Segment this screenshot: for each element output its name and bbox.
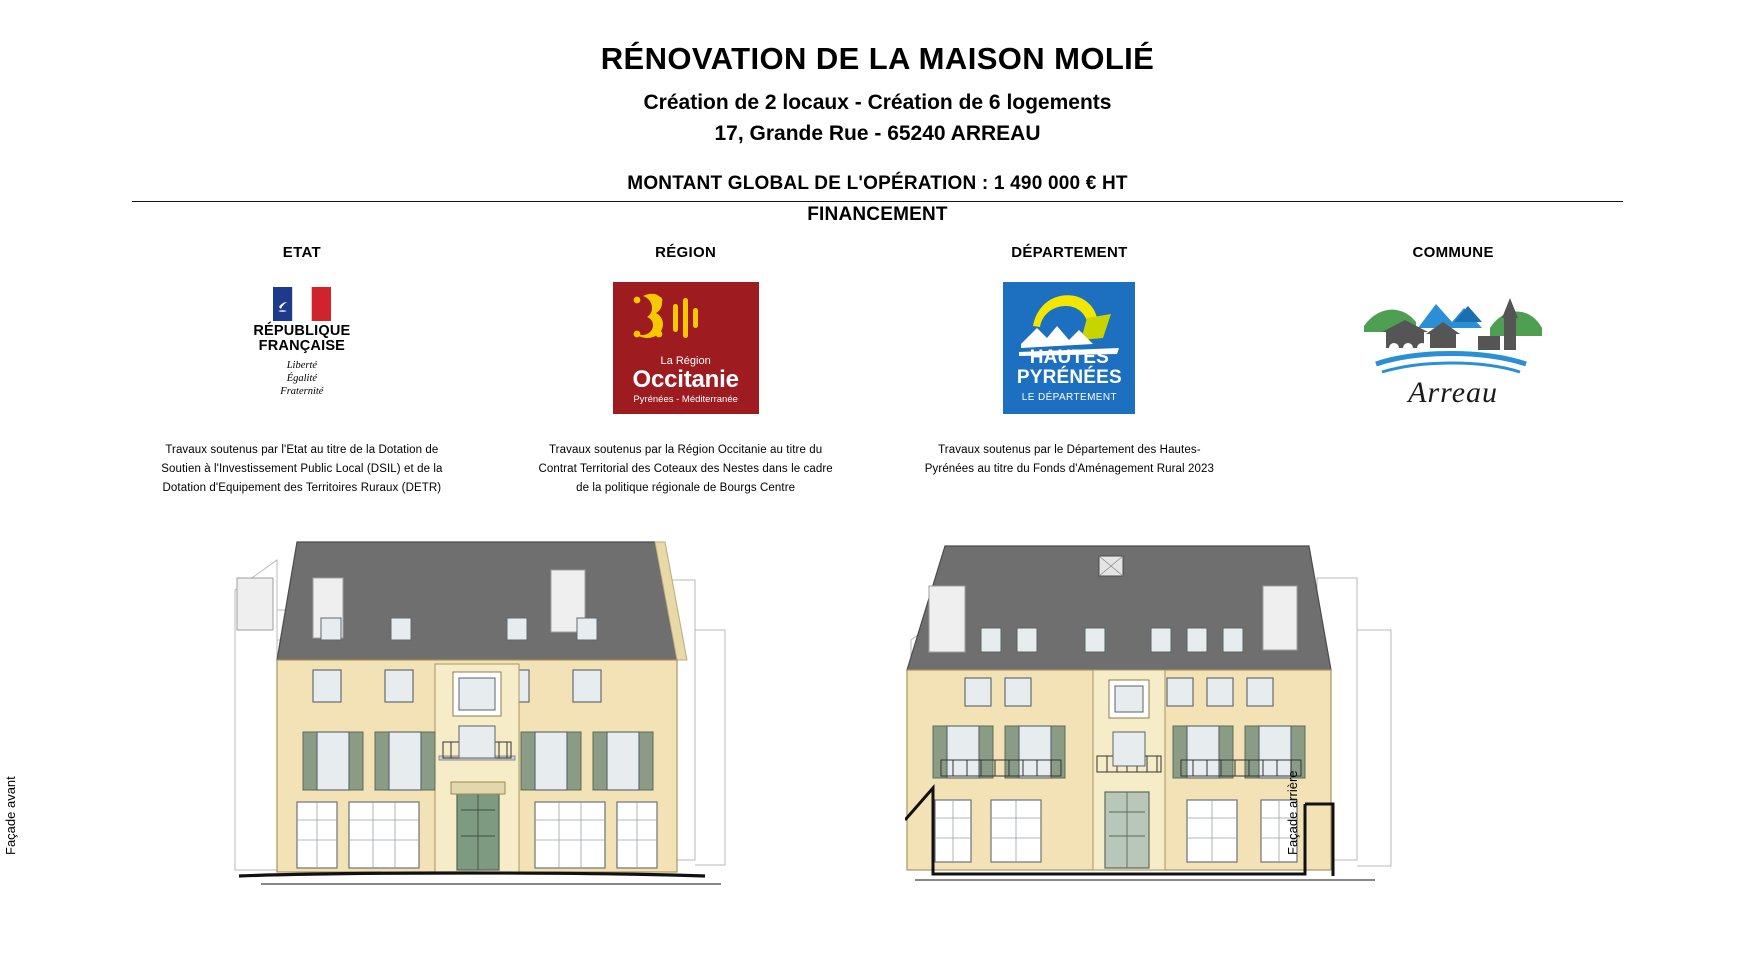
region-occitanie-logo xyxy=(613,282,759,414)
funder-title-departement: DÉPARTEMENT xyxy=(1011,244,1128,262)
funder-title-commune: COMMUNE xyxy=(1412,244,1494,262)
funder-title-region: RÉGION xyxy=(655,244,717,262)
hp-line3: LE DÉPARTEMENT xyxy=(1021,392,1117,404)
logo-box-etat xyxy=(110,273,494,423)
financement-label: FINANCEMENT xyxy=(807,204,948,226)
logo-box-region xyxy=(494,273,878,423)
village-landscape-icon xyxy=(1358,288,1548,388)
rf-motto-egalite: Égalité xyxy=(286,372,318,384)
occitanie-line1: La Région xyxy=(660,354,711,367)
funders-row xyxy=(110,244,1645,498)
elevation-drawings xyxy=(0,520,1755,963)
front-facade-label: Façade avant xyxy=(3,776,18,855)
occitanie-line2: Occitanie xyxy=(632,365,739,393)
rf-motto xyxy=(237,359,367,398)
rf-motto-fraternite: Fraternité xyxy=(280,386,324,398)
rf-motto-liberte: Liberté xyxy=(286,359,318,371)
hautes-pyrenees-wordmark xyxy=(1003,348,1135,405)
commune-arreau-logo xyxy=(1358,288,1548,408)
occitanie-symbol-icon xyxy=(613,290,709,360)
page-title: RÉNOVATION DE LA MAISON MOLIÉ xyxy=(600,41,1155,76)
arreau-wordmark: Arreau xyxy=(1408,376,1499,410)
rear-elevation-svg xyxy=(905,520,1465,963)
occitanie-line3: Pyrénées - Méditerranée xyxy=(633,394,738,405)
rear-facade-label: Façade arrière xyxy=(1285,770,1300,855)
financement-section-header xyxy=(0,201,1755,226)
funder-region xyxy=(494,244,878,498)
occitan-cross-icon xyxy=(613,290,759,360)
funder-etat xyxy=(110,244,494,498)
funder-note-departement: Travaux soutenus par le Département des Hautes-Pyrénées au titre du Fonds d'Aménagement Rural 2023 xyxy=(924,444,1214,476)
total-amount: MONTANT GLOBAL DE L'OPÉRATION : 1 490 000 € HT xyxy=(627,173,1128,195)
hautes-pyrenees-departement-logo xyxy=(1003,282,1135,414)
front-elevation-drawing xyxy=(225,520,795,963)
rf-line1: RÉPUBLIQUE xyxy=(253,322,351,339)
front-elevation-svg xyxy=(225,520,795,963)
logo-box-departement xyxy=(878,273,1262,423)
funder-note-etat: Travaux soutenus par l'Etat au titre de la Dotation de Soutien à l'Investissement Public Local (DSIL) et de la Dotation d'Equipement des Territoires Ruraux (DETR) xyxy=(161,444,443,495)
hp-line1: HAUTES xyxy=(1029,347,1110,369)
rear-elevation-drawing xyxy=(905,520,1465,963)
occitanie-wordmark xyxy=(613,355,759,407)
subtitle-program: Création de 2 locaux - Création de 6 logements xyxy=(643,90,1112,114)
funder-commune xyxy=(1261,244,1645,498)
republique-francaise-logo xyxy=(237,287,367,399)
poster-header xyxy=(0,0,1755,226)
rf-line2: FRANÇAISE xyxy=(258,338,346,355)
funder-note-region: Travaux soutenus par la Région Occitanie au titre du Contrat Territorial des Coteaux des Nestes dans le cadre de la politique régionale de Bourgs Centre xyxy=(538,444,833,495)
funder-departement xyxy=(878,244,1262,498)
hp-line2: PYRÉNÉES xyxy=(1016,367,1122,389)
funder-title-etat: ETAT xyxy=(282,244,321,262)
subtitle-address: 17, Grande Rue - 65240 ARREAU xyxy=(714,122,1041,146)
french-flag-marianne-icon xyxy=(273,287,331,321)
logo-box-commune xyxy=(1261,273,1645,423)
